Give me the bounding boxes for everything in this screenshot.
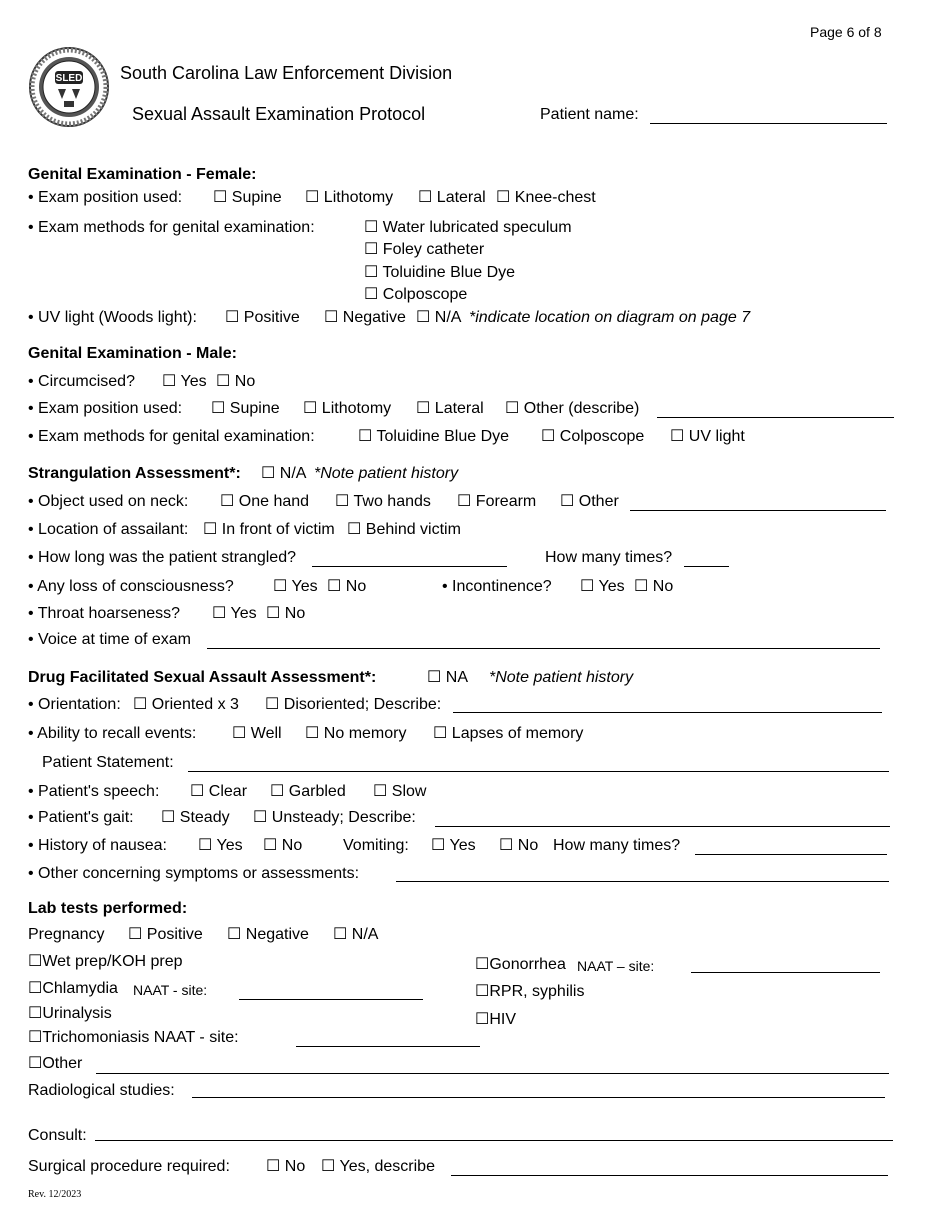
consult-field[interactable] — [95, 1140, 893, 1141]
urinalysis-checkbox[interactable]: ☐Urinalysis — [28, 1005, 112, 1022]
consult-label: Consult: — [28, 1127, 87, 1144]
how-long-label: • How long was the patient strangled? — [28, 549, 296, 566]
female-section-title: Genital Examination - Female: — [28, 166, 257, 183]
radiological-label: Radiological studies: — [28, 1082, 175, 1099]
how-long-field[interactable] — [312, 566, 507, 567]
incontinence-no-checkbox[interactable]: ☐ No — [634, 578, 674, 595]
lab-other-checkbox[interactable]: ☐Other — [28, 1055, 83, 1072]
female-knee-chest-checkbox[interactable]: ☐ Knee-chest — [496, 189, 596, 206]
rpr-checkbox[interactable]: ☐RPR, syphilis — [475, 983, 585, 1000]
circumcised-label: • Circumcised? — [28, 373, 135, 390]
strangulation-na-checkbox[interactable]: ☐ N/A — [261, 465, 307, 482]
seal-text: SLED — [55, 73, 83, 84]
radiological-field[interactable] — [192, 1097, 885, 1098]
female-position-label: • Exam position used: — [28, 189, 183, 206]
surgical-describe-field[interactable] — [451, 1175, 888, 1176]
vomiting-no-checkbox[interactable]: ☐ No — [499, 837, 539, 854]
male-supine-checkbox[interactable]: ☐ Supine — [211, 400, 280, 417]
uv-positive-checkbox[interactable]: ☐ Positive — [225, 309, 300, 326]
female-supine-checkbox[interactable]: ☐ Supine — [213, 189, 282, 206]
one-hand-checkbox[interactable]: ☐ One hand — [220, 493, 310, 510]
loc-label: • Any loss of consciousness? — [28, 578, 234, 595]
male-other-checkbox[interactable]: ☐ Other (describe) — [505, 400, 640, 417]
two-hands-checkbox[interactable]: ☐ Two hands — [335, 493, 431, 510]
pregnancy-negative-checkbox[interactable]: ☐ Negative — [227, 926, 309, 943]
oriented-checkbox[interactable]: ☐ Oriented x 3 — [133, 696, 239, 713]
uv-negative-checkbox[interactable]: ☐ Negative — [324, 309, 406, 326]
pregnancy-positive-checkbox[interactable]: ☐ Positive — [128, 926, 203, 943]
patient-name-field[interactable] — [650, 123, 887, 124]
surgical-no-checkbox[interactable]: ☐ No — [266, 1158, 306, 1175]
pregnancy-na-checkbox[interactable]: ☐ N/A — [333, 926, 379, 943]
how-many-label: How many times? — [545, 549, 673, 566]
recall-label: • Ability to recall events: — [28, 725, 197, 742]
circumcised-no-checkbox[interactable]: ☐ No — [216, 373, 256, 390]
nausea-no-checkbox[interactable]: ☐ No — [263, 837, 303, 854]
trich-site-field[interactable] — [296, 1046, 480, 1047]
female-lateral-checkbox[interactable]: ☐ Lateral — [418, 189, 486, 206]
throat-label: • Throat hoarseness? — [28, 605, 181, 622]
male-uv-checkbox[interactable]: ☐ UV light — [670, 428, 745, 445]
male-methods-label: • Exam methods for genital examination: — [28, 428, 315, 445]
other-symptoms-field[interactable] — [396, 881, 889, 882]
other-symptoms-label: • Other concerning symptoms or assessments: — [28, 865, 360, 882]
male-section-title: Genital Examination - Male: — [28, 345, 237, 362]
behind-checkbox[interactable]: ☐ Behind victim — [347, 521, 461, 538]
speech-clear-checkbox[interactable]: ☐ Clear — [190, 783, 248, 800]
vomiting-times-label: How many times? — [553, 837, 681, 854]
voice-field[interactable] — [207, 648, 880, 649]
male-other-field[interactable] — [657, 417, 894, 418]
strangulation-note: *Note patient history — [314, 465, 459, 482]
uv-note: *indicate location on diagram on page 7 — [469, 309, 751, 326]
incontinence-label: • Incontinence? — [442, 578, 552, 595]
hiv-checkbox[interactable]: ☐HIV — [475, 1011, 517, 1028]
male-position-label: • Exam position used: — [28, 400, 183, 417]
object-other-checkbox[interactable]: ☐ Other — [560, 493, 619, 510]
colposcope-checkbox[interactable]: ☐ Colposcope — [364, 286, 468, 303]
gait-unsteady-checkbox[interactable]: ☐ Unsteady; Describe: — [253, 809, 416, 826]
sled-seal-logo — [28, 45, 110, 129]
nausea-yes-checkbox[interactable]: ☐ Yes — [198, 837, 243, 854]
surgical-yes-checkbox[interactable]: ☐ Yes, describe — [321, 1158, 435, 1175]
chlamydia-naat-label: NAAT - site: — [133, 982, 208, 998]
throat-no-checkbox[interactable]: ☐ No — [266, 605, 306, 622]
speech-garbled-checkbox[interactable]: ☐ Garbled — [270, 783, 346, 800]
male-colposcope-checkbox[interactable]: ☐ Colposcope — [541, 428, 645, 445]
speech-slow-checkbox[interactable]: ☐ Slow — [373, 783, 427, 800]
protocol-title: Sexual Assault Examination Protocol — [132, 104, 426, 124]
revision-date: Rev. 12/2023 — [28, 1189, 82, 1200]
loc-no-checkbox[interactable]: ☐ No — [327, 578, 367, 595]
wet-prep-checkbox[interactable]: ☐Wet prep/KOH prep — [28, 953, 183, 970]
agency-title: South Carolina Law Enforcement Division — [120, 63, 453, 83]
loc-yes-checkbox[interactable]: ☐ Yes — [273, 578, 318, 595]
lab-other-field[interactable] — [96, 1073, 889, 1074]
circumcised-yes-checkbox[interactable]: ☐ Yes — [162, 373, 207, 390]
location-label: • Location of assailant: — [28, 521, 189, 538]
disoriented-checkbox[interactable]: ☐ Disoriented; Describe: — [265, 696, 442, 713]
gonorrhea-site-field[interactable] — [691, 972, 880, 973]
recall-no-memory-checkbox[interactable]: ☐ No memory — [305, 725, 407, 742]
forearm-checkbox[interactable]: ☐ Forearm — [457, 493, 537, 510]
trich-checkbox[interactable]: ☐Trichomoniasis NAAT - site: — [28, 1029, 239, 1046]
chlamydia-site-field[interactable] — [239, 999, 423, 1000]
voice-label: • Voice at time of exam — [28, 631, 192, 648]
strangulation-title: Strangulation Assessment*: — [28, 465, 241, 482]
statement-field[interactable] — [188, 771, 889, 772]
uv-na-checkbox[interactable]: ☐ N/A — [416, 309, 462, 326]
statement-label: Patient Statement: — [42, 754, 174, 771]
page-number: Page 6 of 8 — [810, 24, 882, 40]
vomiting-times-field[interactable] — [695, 854, 887, 855]
object-label: • Object used on neck: — [28, 493, 189, 510]
pregnancy-label: Pregnancy — [28, 926, 105, 943]
speculum-checkbox[interactable]: ☐ Water lubricated speculum — [364, 219, 572, 236]
drug-na-checkbox[interactable]: ☐ NA — [427, 669, 469, 686]
speech-label: • Patient's speech: — [28, 783, 160, 800]
recall-lapses-checkbox[interactable]: ☐ Lapses of memory — [433, 725, 584, 742]
uv-label: • UV light (Woods light): — [28, 309, 197, 326]
gait-field[interactable] — [435, 826, 890, 827]
nausea-label: • History of nausea: — [28, 837, 167, 854]
gait-steady-checkbox[interactable]: ☐ Steady — [161, 809, 230, 826]
patient-name-label: Patient name: — [540, 106, 639, 123]
in-front-checkbox[interactable]: ☐ In front of victim — [203, 521, 335, 538]
female-lithotomy-checkbox[interactable]: ☐ Lithotomy — [305, 189, 394, 206]
foley-checkbox[interactable]: ☐ Foley catheter — [364, 241, 485, 258]
male-toluidine-checkbox[interactable]: ☐ Toluidine Blue Dye — [358, 428, 510, 445]
recall-well-checkbox[interactable]: ☐ Well — [232, 725, 282, 742]
vomiting-label: Vomiting: — [343, 837, 409, 854]
chlamydia-checkbox[interactable]: ☐Chlamydia — [28, 980, 118, 997]
drug-note: *Note patient history — [489, 669, 634, 686]
male-lateral-checkbox[interactable]: ☐ Lateral — [416, 400, 484, 417]
gonorrhea-checkbox[interactable]: ☐Gonorrhea — [475, 956, 566, 973]
male-lithotomy-checkbox[interactable]: ☐ Lithotomy — [303, 400, 392, 417]
surgical-label: Surgical procedure required: — [28, 1158, 230, 1175]
drug-section-title: Drug Facilitated Sexual Assault Assessment*: — [28, 669, 377, 686]
disoriented-field[interactable] — [453, 712, 882, 713]
gonorrhea-naat-label: NAAT – site: — [577, 958, 655, 974]
toluidine-checkbox[interactable]: ☐ Toluidine Blue Dye — [364, 264, 516, 281]
incontinence-yes-checkbox[interactable]: ☐ Yes — [580, 578, 625, 595]
object-other-field[interactable] — [630, 510, 886, 511]
vomiting-yes-checkbox[interactable]: ☐ Yes — [431, 837, 476, 854]
female-methods-label: • Exam methods for genital examination: — [28, 219, 315, 236]
gait-label: • Patient's gait: — [28, 809, 134, 826]
how-many-field[interactable] — [684, 566, 729, 567]
orientation-label: • Orientation: — [28, 696, 121, 713]
lab-section-title: Lab tests performed: — [28, 900, 188, 917]
throat-yes-checkbox[interactable]: ☐ Yes — [212, 605, 257, 622]
